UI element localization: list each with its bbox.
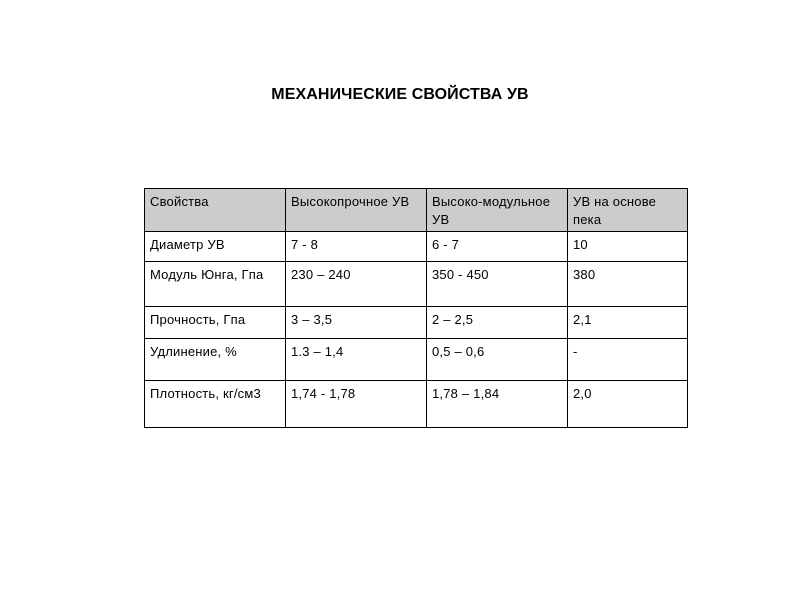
table-cell: Плотность, кг/см3 (145, 381, 286, 428)
table-cell: Удлинение, % (145, 339, 286, 381)
table-cell: 3 – 3,5 (286, 307, 427, 339)
table-cell: Модуль Юнга, Гпа (145, 262, 286, 307)
table-row (145, 232, 688, 262)
table-row (145, 381, 688, 428)
page-title: МЕХАНИЧЕСКИЕ СВОЙСТВА УВ (271, 86, 529, 103)
table-header-row (145, 189, 688, 232)
table-cell: Диаметр УВ (145, 232, 286, 262)
table-cell: 0,5 – 0,6 (427, 339, 568, 381)
table-cell: 10 (568, 232, 688, 262)
header-cell: Высоко-модульное УВ (427, 189, 568, 232)
header-cell: Высокопрочное УВ (286, 189, 427, 232)
table-cell: 2,0 (568, 381, 688, 428)
table-row (145, 339, 688, 381)
table-cell: 1.3 – 1,4 (286, 339, 427, 381)
table-cell: 230 – 240 (286, 262, 427, 307)
table-cell: 6 - 7 (427, 232, 568, 262)
header-cell: УВ на основе пека (568, 189, 688, 232)
table-cell: 350 - 450 (427, 262, 568, 307)
table-cell: - (568, 339, 688, 381)
table-cell: 1,74 - 1,78 (286, 381, 427, 428)
table-row (145, 307, 688, 339)
table-cell: 1,78 – 1,84 (427, 381, 568, 428)
table-cell: 2,1 (568, 307, 688, 339)
table-cell: 7 - 8 (286, 232, 427, 262)
header-cell: Свойства (145, 189, 286, 232)
table-cell: 2 – 2,5 (427, 307, 568, 339)
table-cell: Прочность, Гпа (145, 307, 286, 339)
table-row (145, 262, 688, 307)
table-cell: 380 (568, 262, 688, 307)
properties-table (144, 188, 688, 428)
